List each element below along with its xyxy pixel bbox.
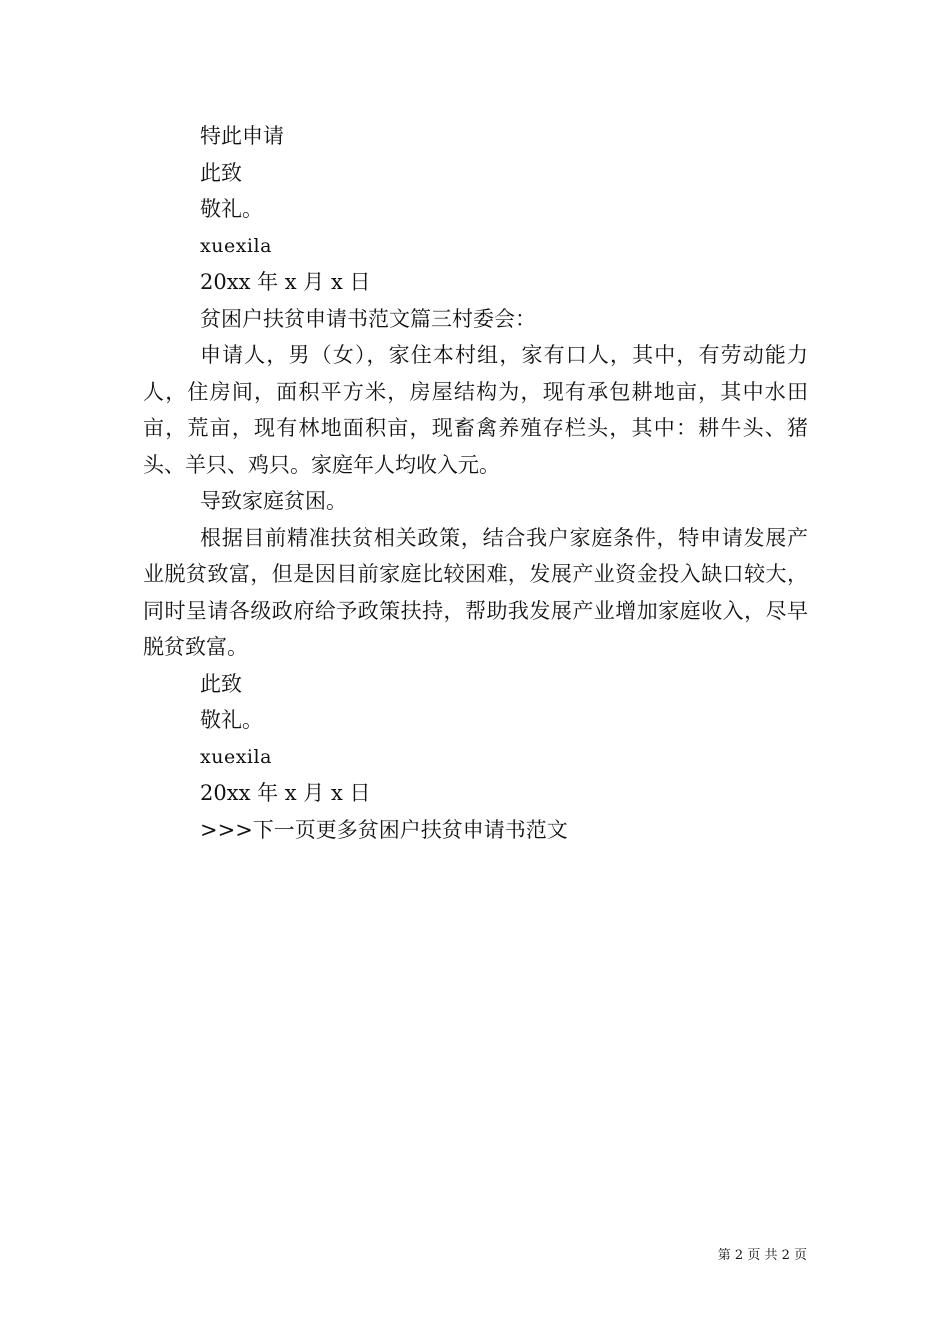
- signature-name: xuexila: [200, 234, 272, 257]
- request-paragraph: 根据目前精准扶贫相关政策，结合我户家庭条件，特申请发展产业脱贫致富，但是因目前家庭比较困难，发展产业资金投入缺口较大，同时呈请各级政府给予政策扶持，帮助我发展产业增加家庭收入，尽早脱贫致富。: [143, 525, 808, 659]
- poverty-reason-line: 导致家庭贫困。: [200, 489, 347, 513]
- signature-name-2: xuexila: [200, 745, 272, 768]
- closing-request: 特此申请: [200, 124, 284, 148]
- section-heading: 贫困户扶贫申请书范文篇三村委会：: [200, 306, 536, 331]
- salutation-regards: 敬礼。: [200, 197, 263, 221]
- page-number-footer: 第 2 页 共 2 页: [717, 1248, 807, 1263]
- applicant-details-paragraph: 申请人，男（女），家住本村组，家有口人，其中，有劳动能力人，住房间，面积平方米，房屋结构为，现有承包耕地亩，其中水田亩，荒亩，现有林地面积亩，现畜禽养殖存栏头，其中：耕牛头、猪头、羊只、鸡只。家庭年人均收入元。: [143, 343, 808, 477]
- salutation-to-2: 此致: [200, 671, 242, 696]
- next-page-link[interactable]: >>>下一页更多贫困户扶贫申请书范文: [200, 817, 568, 842]
- salutation-to: 此致: [200, 160, 242, 185]
- signature-date: 20xx 年 x 月 x 日: [200, 270, 371, 294]
- document-body: [143, 118, 808, 848]
- salutation-regards-2: 敬礼。: [200, 708, 263, 732]
- signature-date-2: 20xx 年 x 月 x 日: [200, 781, 371, 805]
